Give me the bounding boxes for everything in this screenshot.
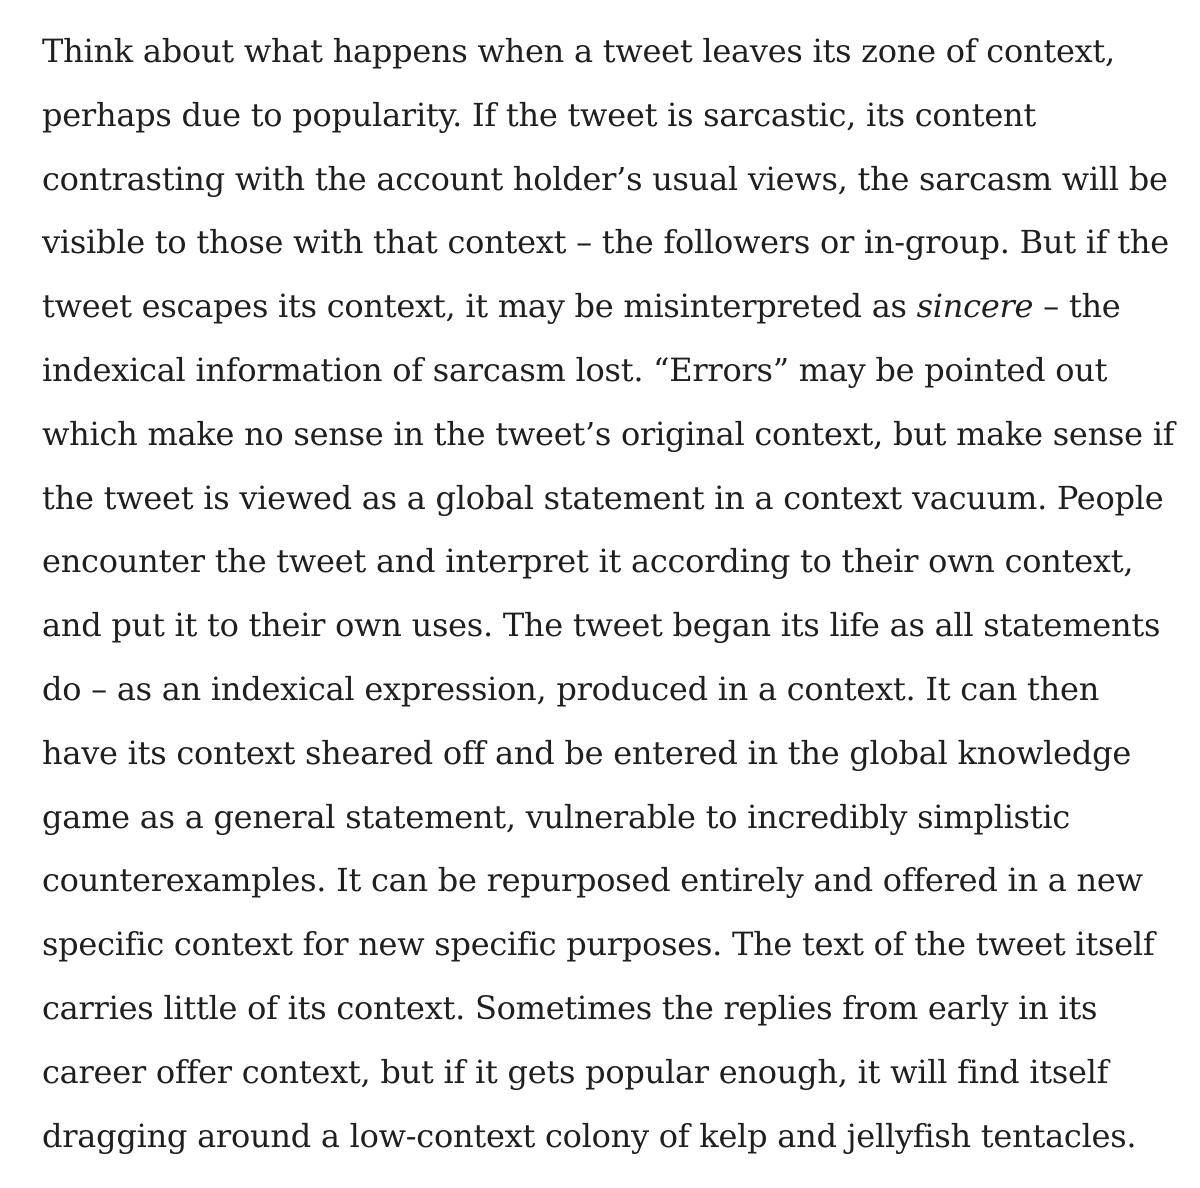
paragraph-line-5-after: – the — [1033, 287, 1121, 326]
paragraph-line-8: the tweet is viewed as a global statement in a context vacuum. People — [42, 478, 1164, 517]
paragraph-line-2: perhaps due to popularity. If the tweet is sarcastic, its content — [42, 95, 1036, 134]
paragraph-line-9: encounter the tweet and interpret it according to their own context, — [42, 542, 1134, 581]
paragraph-line-5 — [42, 275, 1192, 339]
article-body — [42, 20, 1192, 1168]
paragraph-line-5-before: tweet escapes its context, it may be misinterpreted as — [42, 287, 917, 326]
paragraph-line-10: and put it to their own uses. The tweet began its life as all statements — [42, 606, 1161, 645]
paragraph-line-18: dragging around a low-context colony of kelp and jellyfish tentacles. — [42, 1116, 1137, 1155]
paragraph-line-16: carries little of its context. Sometimes the replies from early in its — [42, 988, 1098, 1027]
paragraph-line-3: contrasting with the account holder’s usual views, the sarcasm will be — [42, 159, 1168, 198]
paragraph-line-1: Think about what happens when a tweet leaves its zone of context, — [42, 32, 1115, 70]
paragraph-line-7: which make no sense in the tweet’s original context, but make sense if — [42, 414, 1175, 453]
paragraph-line-14: counterexamples. It can be repurposed entirely and offered in a new — [42, 861, 1143, 900]
article-paragraph — [42, 20, 1192, 1168]
paragraph-line-12: have its context sheared off and be entered in the global knowledge — [42, 733, 1131, 772]
paragraph-line-11: do – as an indexical expression, produced in a context. It can then — [42, 669, 1100, 708]
paragraph-line-17: career offer context, but if it gets popular enough, it will find itself — [42, 1052, 1109, 1091]
paragraph-line-13: game as a general statement, vulnerable to incredibly simplistic — [42, 797, 1070, 836]
paragraph-line-6: indexical information of sarcasm lost. “Errors” may be pointed out — [42, 350, 1108, 389]
paragraph-line-15: specific context for new specific purposes. The text of the tweet itself — [42, 925, 1155, 964]
emphasis-sincere: sincere — [916, 287, 1034, 326]
paragraph-line-4: visible to those with that context – the followers or in-group. But if the — [42, 223, 1169, 262]
